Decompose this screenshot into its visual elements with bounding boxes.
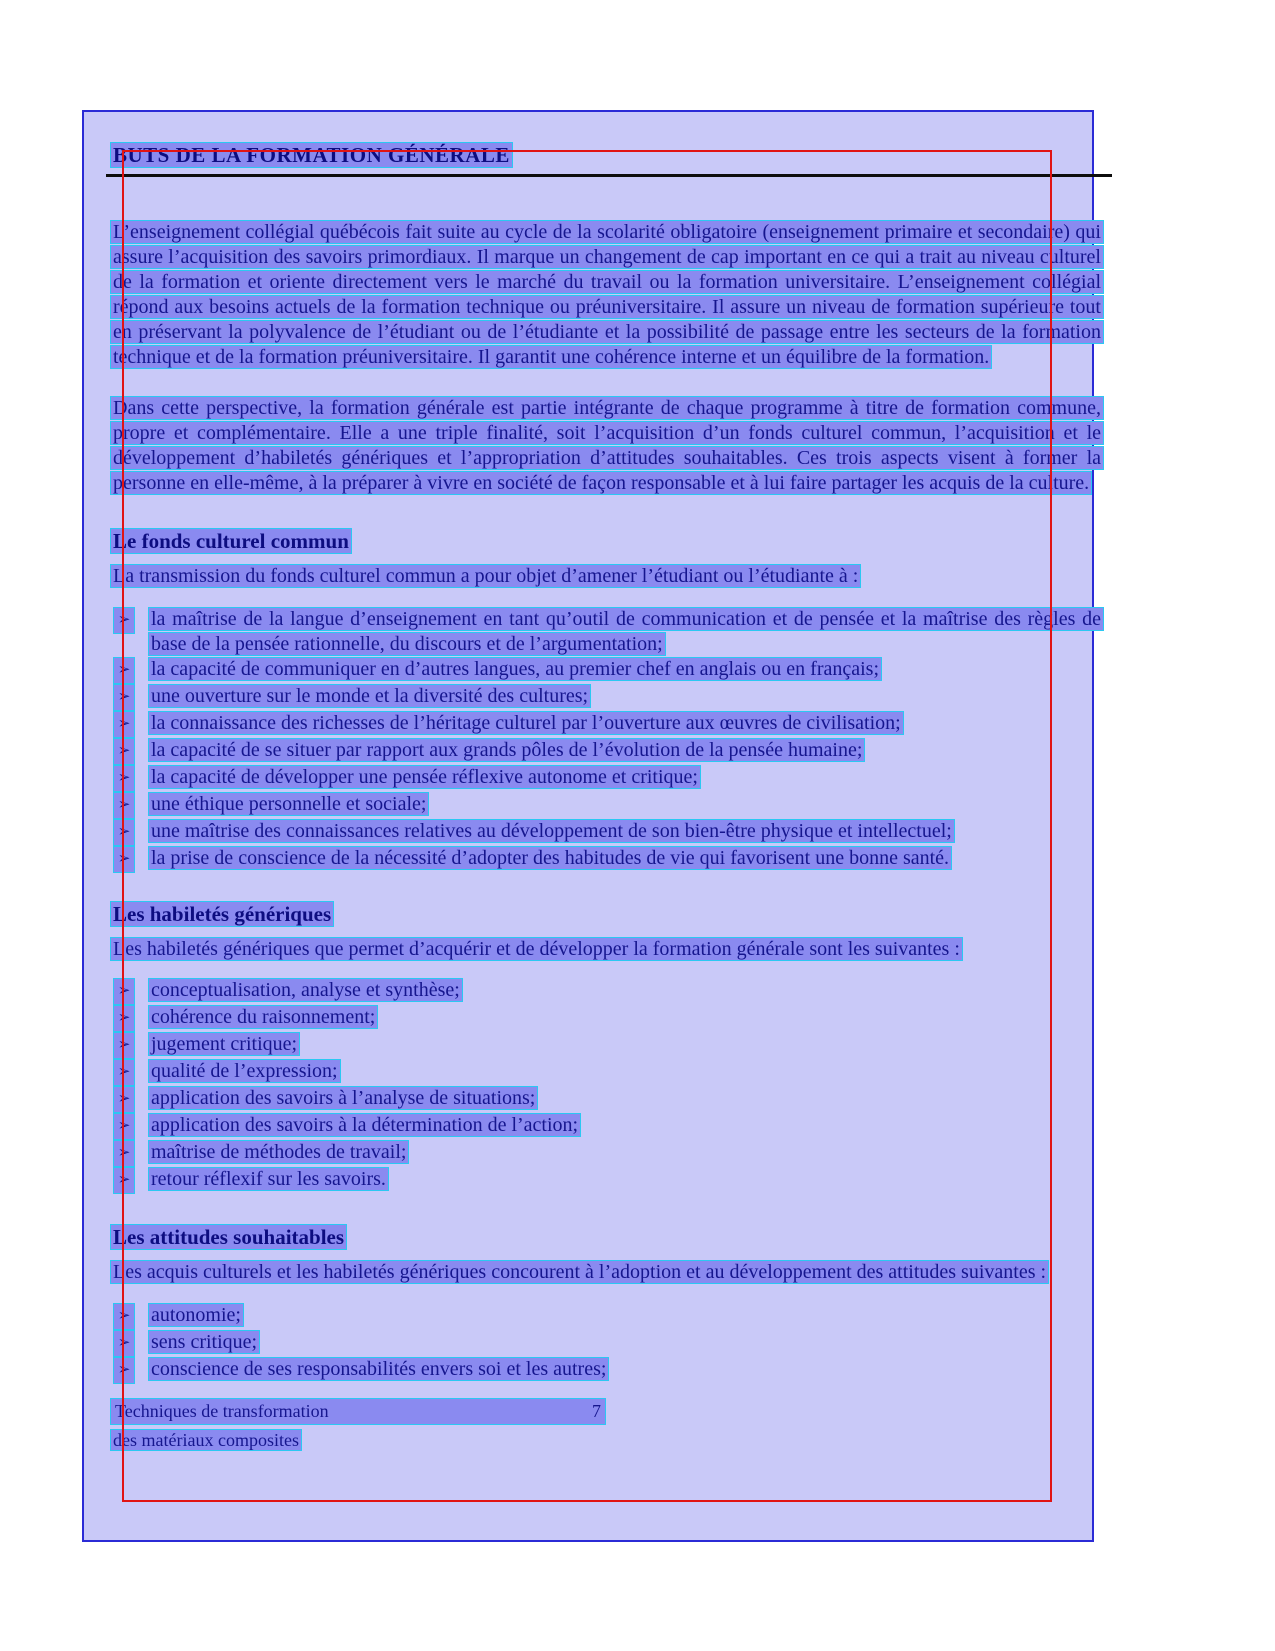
bullet-item	[110, 684, 1104, 711]
bullet-text: application des savoirs à l’analyse de situations;	[148, 1086, 538, 1110]
section-intro	[110, 937, 1104, 962]
bullet-item	[110, 738, 1104, 765]
bullet-text: sens critique;	[148, 1330, 260, 1354]
bullet-text: qualité de l’expression;	[148, 1059, 341, 1083]
arrow-bullet-icon: ➢	[113, 792, 135, 819]
footer-line2	[110, 1428, 1104, 1453]
bullet-list-fonds-culturel	[110, 607, 1104, 873]
bullet-text: une éthique personnelle et sociale;	[148, 792, 429, 816]
section-heading-text: Le fonds culturel commun	[110, 528, 352, 554]
arrow-bullet-icon: ➢	[113, 846, 135, 873]
arrow-bullet-icon: ➢	[113, 1086, 135, 1113]
bullet-item	[110, 607, 1104, 657]
bullet-item	[110, 1059, 1104, 1086]
bullet-text: la maîtrise de la langue d’enseignement en tant qu’outil de communication et de pensée et la maîtrise des règles de base de la pensée rationnelle, du discours et de l’argumentation;	[148, 607, 1104, 656]
bullet-text: une maîtrise des connaissances relatives au développement de son bien-être physique et intellectuel;	[148, 819, 955, 843]
bullet-item	[110, 846, 1104, 873]
bullet-text: conscience de ses responsabilités envers soi et les autres;	[148, 1357, 609, 1381]
bullet-item	[110, 711, 1104, 738]
bullet-text: la capacité de se situer par rapport aux grands pôles de l’évolution de la pensée humaine;	[148, 738, 865, 762]
bullet-list-attitudes-souhaitables	[110, 1303, 1104, 1384]
bullet-text: jugement critique;	[148, 1032, 300, 1056]
page-title	[110, 142, 1104, 168]
section-intro	[110, 1260, 1104, 1285]
bullet-text: application des savoirs à la détermination de l’action;	[148, 1113, 581, 1137]
bullet-item	[110, 1086, 1104, 1113]
arrow-bullet-icon: ➢	[113, 1032, 135, 1059]
footer-bar	[110, 1398, 606, 1425]
bullet-item	[110, 657, 1104, 684]
arrow-bullet-icon: ➢	[113, 1140, 135, 1167]
paragraph-text: L’enseignement collégial québécois fait suite au cycle de la scolarité obligatoire (enseignement primaire et secondaire) qui assure l’acquisition des savoirs primordiaux. Il marque un changement de cap important en ce qui a trait au niveau culturel de la formation et oriente directement vers le marché du travail ou la formation universitaire. L’enseignement collégial répond aux besoins actuels de la formation technique ou préuniversitaire. Il assure un niveau de formation supérieure tout en préservant la polyvalence de l’étudiant ou de l’étudiante et la possibilité de passage entre les secteurs de la formation technique et de la formation préuniversitaire. Il garantit une cohérence interne et un équilibre de la formation.	[110, 220, 1104, 369]
section-intro-text: Les acquis culturels et les habiletés génériques concourent à l’adoption et au développement des attitudes suivantes :	[110, 1260, 1049, 1284]
bullet-item	[110, 792, 1104, 819]
paragraph-text: Dans cette perspective, la formation générale est partie intégrante de chaque programme à titre de formation commune, propre et complémentaire. Elle a une triple finalité, soit l’acquisition d’un fonds culturel commun, l’acquisition et le développement d’habiletés génériques et l’appropriation d’attitudes souhaitables. Ces trois aspects visent à former la personne en elle-même, à la préparer à vivre en société de façon responsable et à lui faire partager les acquis de la culture.	[110, 396, 1104, 495]
bullet-item	[110, 1303, 1104, 1330]
arrow-bullet-icon: ➢	[113, 819, 135, 846]
bullet-item	[110, 1167, 1104, 1194]
arrow-bullet-icon: ➢	[113, 738, 135, 765]
arrow-bullet-icon: ➢	[113, 1005, 135, 1032]
page-footer	[110, 1398, 1104, 1453]
document-page	[82, 110, 1101, 1542]
bullet-text: maîtrise de méthodes de travail;	[148, 1140, 409, 1164]
page-title-text: BUTS DE LA FORMATION GÉNÉRALE	[110, 142, 513, 168]
arrow-bullet-icon: ➢	[113, 711, 135, 738]
section-intro-text: Les habiletés génériques que permet d’acquérir et de développer la formation générale sont les suivantes :	[110, 937, 963, 961]
bullet-item	[110, 1140, 1104, 1167]
section-intro-text: La transmission du fonds culturel commun a pour objet d’amener l’étudiant ou l’étudiante à :	[110, 564, 861, 588]
section-heading-attitudes-souhaitables	[110, 1224, 1104, 1250]
arrow-bullet-icon: ➢	[113, 684, 135, 711]
arrow-bullet-icon: ➢	[113, 1330, 135, 1357]
bullet-text: cohérence du raisonnement;	[148, 1005, 378, 1029]
bullet-list-habiletes-generiques	[110, 978, 1104, 1194]
arrow-bullet-icon: ➢	[113, 1113, 135, 1140]
section-heading-text: Les attitudes souhaitables	[110, 1224, 347, 1250]
section-heading-text: Les habiletés génériques	[110, 901, 334, 927]
arrow-bullet-icon: ➢	[113, 978, 135, 1005]
bullet-item	[110, 1357, 1104, 1384]
bullet-text: une ouverture sur le monde et la diversité des cultures;	[148, 684, 591, 708]
bullet-text: retour réflexif sur les savoirs.	[148, 1167, 389, 1191]
footer-doc-title: Techniques de transformation	[115, 1401, 329, 1421]
bullet-text: autonomie;	[148, 1303, 244, 1327]
page-content	[110, 142, 1104, 1453]
bullet-text: la capacité de communiquer en d’autres langues, au premier chef en anglais ou en français;	[148, 657, 882, 681]
bullet-item	[110, 819, 1104, 846]
arrow-bullet-icon: ➢	[113, 1059, 135, 1086]
arrow-bullet-icon: ➢	[113, 607, 135, 634]
section-heading-fonds-culturel	[110, 528, 1104, 554]
bullet-item	[110, 1330, 1104, 1357]
bullet-text: conceptualisation, analyse et synthèse;	[148, 978, 463, 1002]
page-number: 7	[592, 1401, 601, 1421]
paragraph	[110, 396, 1104, 496]
arrow-bullet-icon: ➢	[113, 765, 135, 792]
section-intro	[110, 564, 1104, 589]
paragraph	[110, 220, 1104, 370]
bullet-item	[110, 1005, 1104, 1032]
footer-doc-subtitle: des matériaux composites	[110, 1429, 302, 1451]
title-underline-rule	[106, 174, 1112, 177]
bullet-item	[110, 765, 1104, 792]
arrow-bullet-icon: ➢	[113, 1303, 135, 1330]
bullet-item	[110, 1032, 1104, 1059]
bullet-item	[110, 978, 1104, 1005]
arrow-bullet-icon: ➢	[113, 1357, 135, 1384]
arrow-bullet-icon: ➢	[113, 1167, 135, 1194]
bullet-text: la capacité de développer une pensée réflexive autonome et critique;	[148, 765, 701, 789]
section-heading-habiletes-generiques	[110, 901, 1104, 927]
bullet-item	[110, 1113, 1104, 1140]
bullet-text: la connaissance des richesses de l’héritage culturel par l’ouverture aux œuvres de civilisation;	[148, 711, 904, 735]
bullet-text: la prise de conscience de la nécessité d’adopter des habitudes de vie qui favorisent une bonne santé.	[148, 846, 952, 870]
arrow-bullet-icon: ➢	[113, 657, 135, 684]
